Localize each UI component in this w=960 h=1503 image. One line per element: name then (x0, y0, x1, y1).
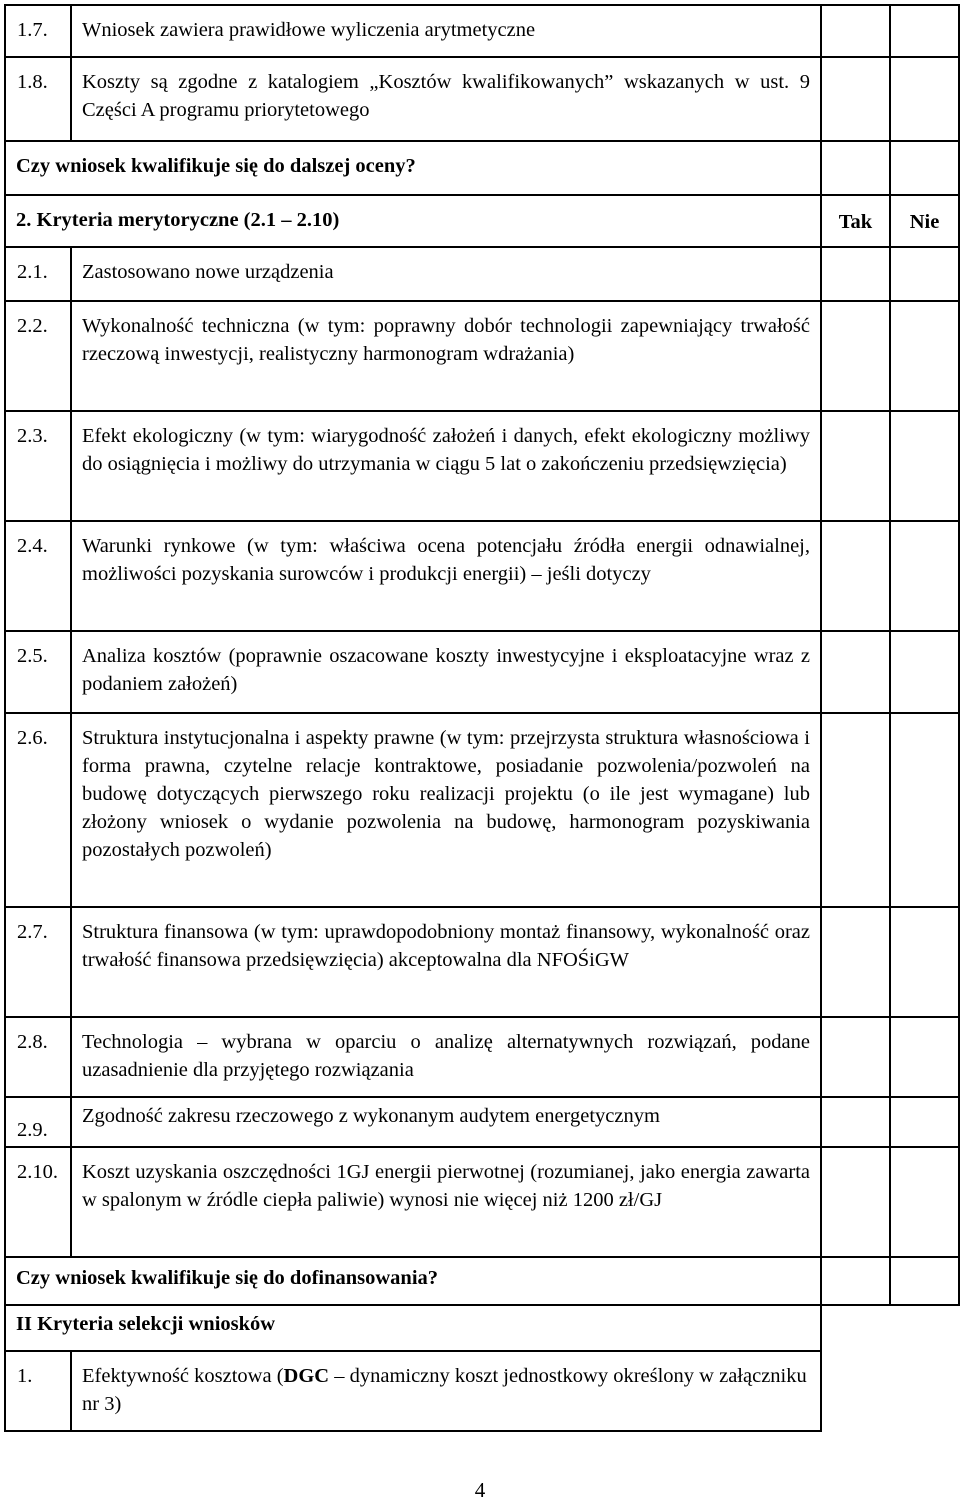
criterion-text: Zgodność zakresu rzeczowego z wykonanym audytem energetycznym (71, 1097, 821, 1147)
yes-cell[interactable] (821, 1257, 890, 1305)
empty-area (821, 1305, 959, 1351)
table-row (5, 5, 959, 57)
no-cell[interactable] (890, 247, 959, 301)
question-row (5, 141, 959, 195)
criterion-text-dgc: DGC (283, 1365, 330, 1387)
yes-cell[interactable] (821, 141, 890, 195)
criterion-text-c: – dynamiczny koszt jednostkowy określony w załączniku nr 3) (82, 1365, 807, 1415)
table-row (5, 1097, 959, 1147)
row-number: 2.7. (5, 907, 71, 1017)
row-number: 1.7. (5, 5, 71, 57)
row-number: 2.10. (5, 1147, 71, 1257)
section-header-row (5, 1305, 959, 1351)
no-cell[interactable] (890, 713, 959, 907)
yes-cell[interactable] (821, 411, 890, 521)
table-row (5, 907, 959, 1017)
question-further-evaluation: Czy wniosek kwalifikuje się do dalszej oceny? (5, 141, 821, 195)
criterion-text: Struktura finansowa (w tym: uprawdopodobniony montaż finansowy, wykonalność oraz trwałość finansowa przedsięwzięcia) akceptowalna dla NFOŚiGW (71, 907, 821, 1017)
section-heading: 2. Kryteria merytoryczne (2.1 – 2.10) (5, 195, 821, 247)
row-number: 2.9. (5, 1097, 71, 1147)
table-row (5, 521, 959, 631)
row-number: 2.5. (5, 631, 71, 713)
yes-cell[interactable] (821, 713, 890, 907)
no-cell[interactable] (890, 57, 959, 141)
criterion-text: Koszt uzyskania oszczędności 1GJ energii pierwotnej (rozumianej, jako energia zawarta w spalonym w źródle ciepła paliwie) wynosi nie więcej niż 1200 zł/GJ (71, 1147, 821, 1257)
empty-area (821, 1351, 959, 1431)
no-cell[interactable] (890, 631, 959, 713)
yes-cell[interactable] (821, 907, 890, 1017)
yes-cell[interactable] (821, 301, 890, 411)
column-header-yes: Tak (821, 195, 890, 247)
row-number: 2.8. (5, 1017, 71, 1097)
yes-cell[interactable] (821, 57, 890, 141)
no-cell[interactable] (890, 907, 959, 1017)
no-cell[interactable] (890, 141, 959, 195)
yes-cell[interactable] (821, 1097, 890, 1147)
question-funding: Czy wniosek kwalifikuje się do dofinansowania? (5, 1257, 821, 1305)
yes-cell[interactable] (821, 5, 890, 57)
no-cell[interactable] (890, 411, 959, 521)
table-row (5, 1351, 959, 1431)
yes-cell[interactable] (821, 1017, 890, 1097)
row-number: 2.6. (5, 713, 71, 907)
yes-cell[interactable] (821, 631, 890, 713)
criterion-text: Technologia – wybrana w oparciu o analizę alternatywnych rozwiązań, podane uzasadnienie dla przyjętego rozwiązania (71, 1017, 821, 1097)
row-number: 2.4. (5, 521, 71, 631)
page-number: 4 (474, 1478, 486, 1502)
table-row (5, 411, 959, 521)
table-row (5, 1147, 959, 1257)
no-cell[interactable] (890, 1017, 959, 1097)
criterion-text: Wniosek zawiera prawidłowe wyliczenia arytmetyczne (71, 5, 821, 57)
no-cell[interactable] (890, 1147, 959, 1257)
table-row (5, 713, 959, 907)
criteria-table (4, 4, 960, 1432)
criterion-text: Zastosowano nowe urządzenia (71, 247, 821, 301)
question-row (5, 1257, 959, 1305)
no-cell[interactable] (890, 1097, 959, 1147)
yes-cell[interactable] (821, 1147, 890, 1257)
no-cell[interactable] (890, 301, 959, 411)
row-number: 2.3. (5, 411, 71, 521)
row-number: 1. (5, 1351, 71, 1431)
table-row (5, 301, 959, 411)
section-heading-selection: II Kryteria selekcji wniosków (5, 1305, 821, 1351)
criterion-text: Efekt ekologiczny (w tym: wiarygodność założeń i danych, efekt ekologiczny możliwy do osiągnięcia i możliwy do utrzymania w ciągu 5 lat o zakończeniu przedsięwzięcia) (71, 411, 821, 521)
criterion-text-a: Efektywność kosztowa ( (82, 1365, 284, 1387)
criteria-table-sheet (4, 4, 958, 1432)
table-row (5, 247, 959, 301)
table-row (5, 1017, 959, 1097)
criterion-text: Wykonalność techniczna (w tym: poprawny dobór technologii zapewniający trwałość rzeczową inwestycji, realistyczny harmonogram wdrażania) (71, 301, 821, 411)
yes-cell[interactable] (821, 247, 890, 301)
row-number: 2.2. (5, 301, 71, 411)
column-header-no: Nie (890, 195, 959, 247)
row-number: 1.8. (5, 57, 71, 141)
table-row (5, 631, 959, 713)
yes-cell[interactable] (821, 521, 890, 631)
table-row (5, 57, 959, 141)
no-cell[interactable] (890, 1257, 959, 1305)
row-number: 2.1. (5, 247, 71, 301)
criterion-text: Warunki rynkowe (w tym: właściwa ocena potencjału źródła energii odnawialnej, możliwości pozyskania surowców i produkcji energii) – jeśli dotyczy (71, 521, 821, 631)
criterion-text: Analiza kosztów (poprawnie oszacowane koszty inwestycyjne i eksploatacyjne wraz z podaniem założeń) (71, 631, 821, 713)
criterion-text: Koszty są zgodne z katalogiem „Kosztów kwalifikowanych” wskazanych w ust. 9 Części A programu priorytetowego (71, 57, 821, 141)
no-cell[interactable] (890, 521, 959, 631)
criterion-text (71, 1351, 821, 1431)
criterion-text: Struktura instytucjonalna i aspekty prawne (w tym: przejrzysta struktura własnościowa i forma prawna, czytelne relacje kontraktowe, posiadanie pozwolenia/pozwoleń na budowę dotyczących pierwszego roku realizacji projektu (o ile jest wymagane) lub złożony wniosek o wydanie pozwolenia na budowę, harmonogram pozyskiwania pozostałych pozwoleń) (71, 713, 821, 907)
section-header-row (5, 195, 959, 247)
no-cell[interactable] (890, 5, 959, 57)
